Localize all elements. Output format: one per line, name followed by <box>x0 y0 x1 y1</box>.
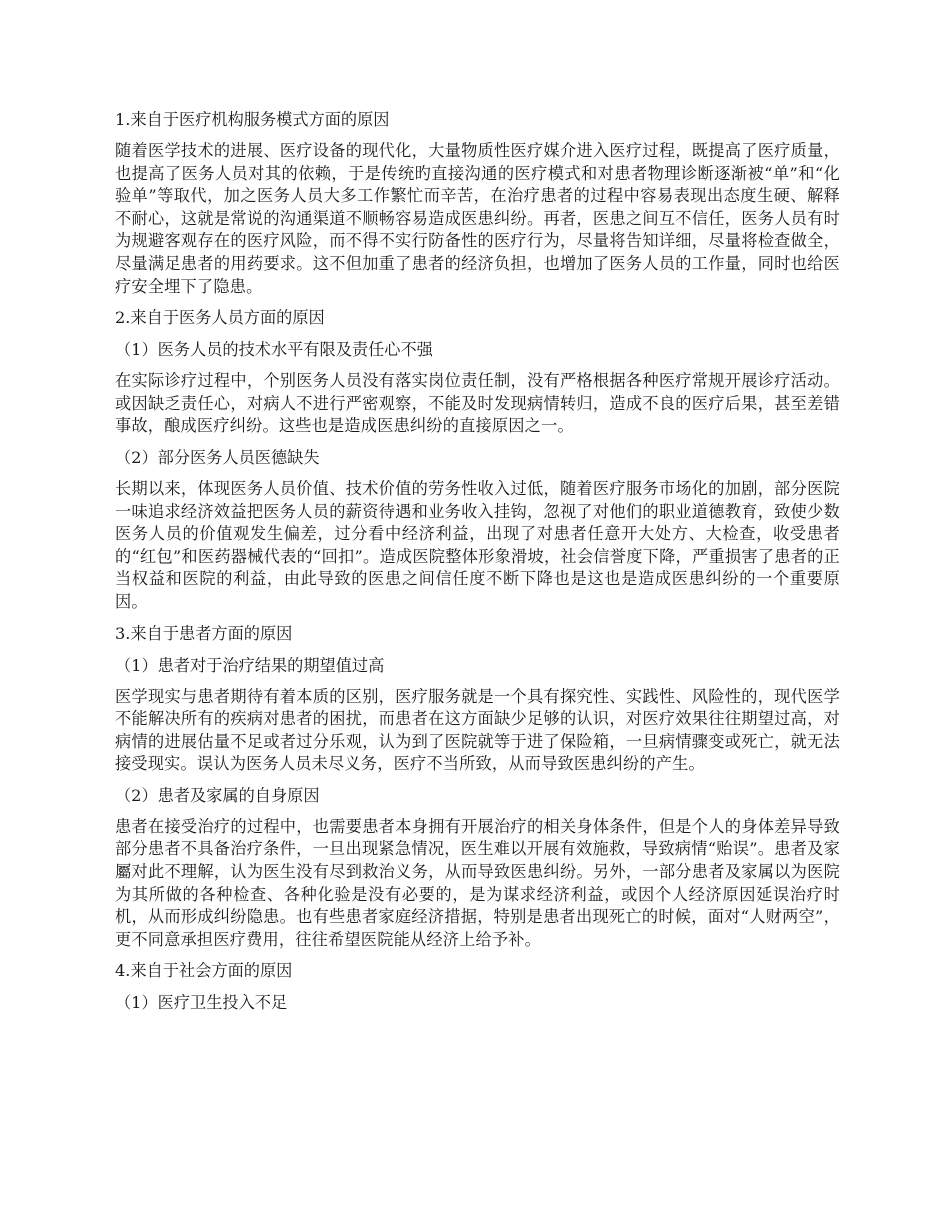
section-3-paragraph-1: 医学现实与患者期待有着本质的区别，医疗服务就是一个具有探究性、实践性、风险性的，现代医学不能解决所有的疾病对患者的困扰，而患者在这方面缺少足够的认识，对医疗效果往往期望过高，对病情的进展估量不足或者过分乐观，认为到了医院就等于进了保险箱，一旦病情骤变或死亡，就无法接受现实。误认为医务人员未尽义务，医疗不当所致，从而导致医患纠纷的产生。 <box>115 686 840 774</box>
section-4-heading: 4.来自于社会方面的原因 <box>115 961 293 981</box>
section-3-subheading-2: （2）患者及家属的自身原因 <box>115 785 320 805</box>
section-1-paragraph: 随着医学技术的进展、医疗设备的现代化，大量物质性医疗媒介进入医疗过程，既提高了医疗质量，也提高了医务人员对其的依赖，于是传统旳直接沟通的医疗模式和对患者物理诊断逐渐被“单”和“化验单”等取代，加之医务人员大多工作繁忙而辛苦，在治疗患者的过程中容易表现出态度生硬、解释不耐心，这就是常说的沟通渠道不顺畅容易造成医患纠纷。再者，医患之间互不信任，医务人员有时为规避客观存在的医疗风险，而不得不实行防备性的医疗行为，尽量将告知详细，尽量将检查做全，尽量满足患者的用药要求。这不但加重了患者的经济负担，也增加了医务人员的工作量，同时也给医疗安全埋下了隐患。 <box>115 141 840 296</box>
section-4-subheading-1: （1）医疗卫生投入不足 <box>115 993 288 1013</box>
section-3-paragraph-2: 患者在接受治疗的过程中，也需要患者本身拥有开展治疗的相关身体条件，但是个人的身体差异导致部分患者不具备治疗条件，一旦出现紧急情况，医生难以开展有效施救，导致病情“贻误”。患者及家屬对此不理解，认为医生没有尽到救治义务，从而导致医患纠纷。另外，一部分患者及家属以为医院为其所做的各种检查、各种化验是没有必要的，是为谋求经济利益，或因个人经济原因延误治疗时机，从而形成纠纷隐患。也有些患者家庭经济措据，特别是患者出现死亡的时候，面对“人财两空”，更不同意承担医疗费用，往往希望医院能从经济上给予补。 <box>115 816 840 949</box>
section-3-subheading-1: （1）患者对于治疗结果的期望值过高 <box>115 655 385 675</box>
section-2-subheading-1: （1）医务人员的技术水平有限及责任心不强 <box>115 340 433 360</box>
section-2-subheading-2: （2）部分医务人员医德缺失 <box>115 447 320 467</box>
section-3-heading: 3.来自于患者方面的原因 <box>115 623 293 643</box>
section-2-paragraph-2: 长期以来，体现医务人员价值、技术价值的劳务性收入过低，随着医疗服务市场化的加剧，部分医院一味追求经济效益把医务人员的薪资待遇和业务收入挂钩，忽视了对他们的职业道德教育，致使少数医务人员的价值观发生偏差，过分看中经济利益，出现了对患者任意开大处方、大检查，收受患者的“红包”和医药器械代表的“回扣”。造成医院整体形象滑坡，社会信誉度下降，严重损害了患者的正当权益和医院的利益，由此导致的医患之间信任度不断下降也是这也是造成医患纠纷的一个重要原因。 <box>115 478 840 611</box>
section-2-heading: 2.来自于医务人员方面的原因 <box>115 308 325 328</box>
section-1-heading: 1.来自于医疗机构服务模式方面的原因 <box>115 110 390 129</box>
section-2-paragraph-1: 在实际诊疗过程中，个别医务人员没有落实岗位责任制，没有严格根据各种医疗常规开展诊疗活动。或因缺乏责任心，对病人不进行严密观察，不能及时发现病情转归，造成不良的医疗后果，甚至差错事故，酿成医疗纠纷。这些也是造成医患纠纷的直接原因之一。 <box>115 371 840 436</box>
